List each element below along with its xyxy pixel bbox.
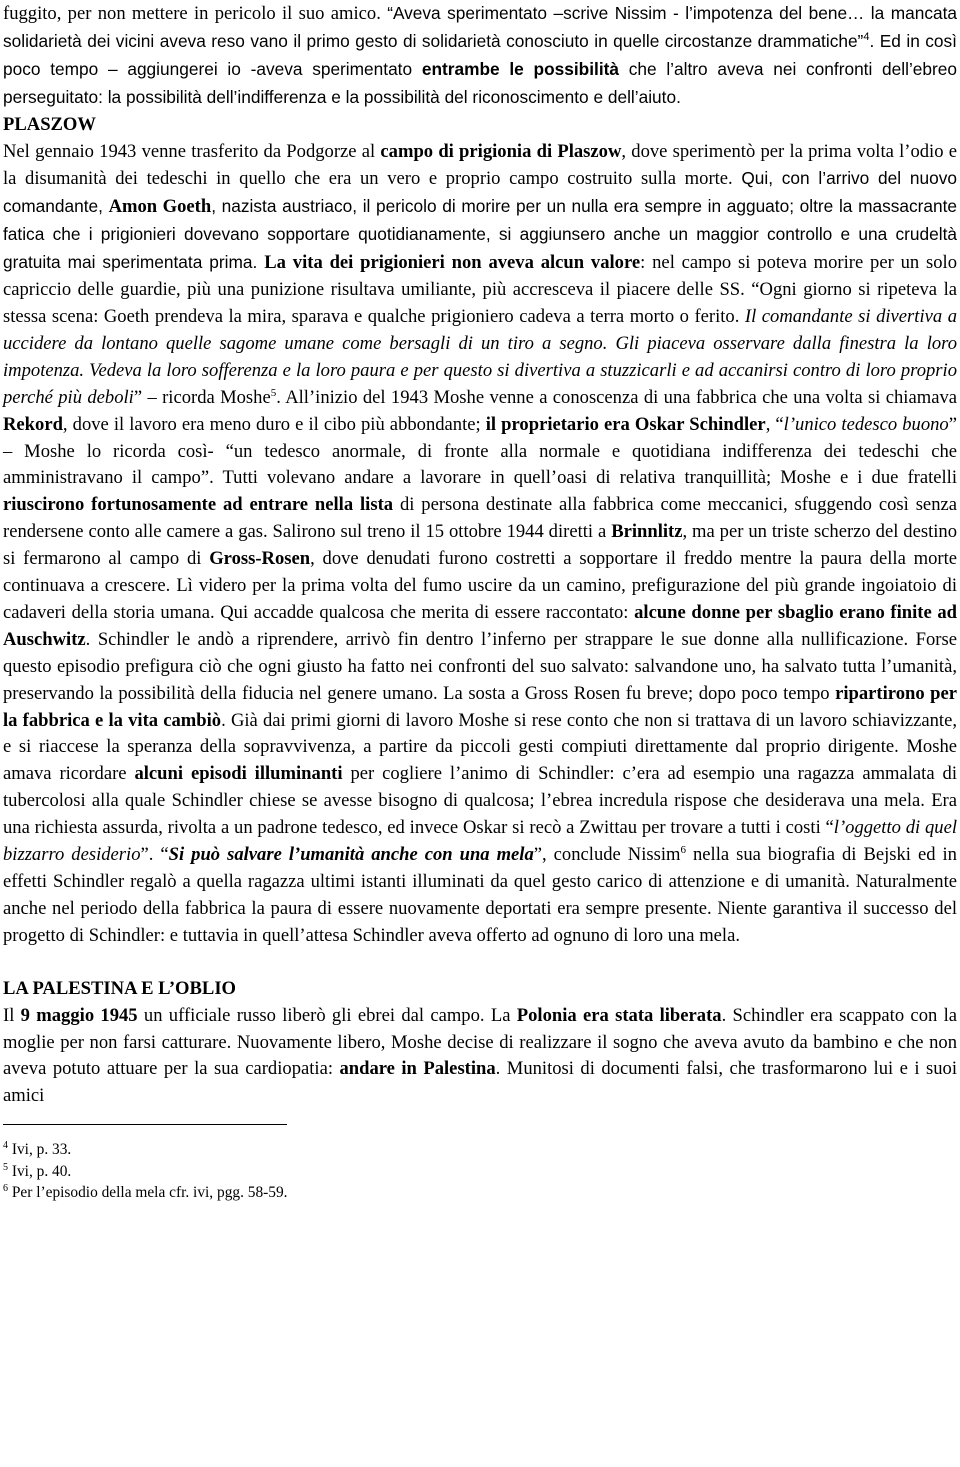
footnote-4 xyxy=(3,1139,957,1161)
bold-text: riuscirono fortunosamente ad entrare nella lista xyxy=(3,494,394,516)
body-text: . Munitosi di documenti falsi, che trasformarono lui e i suoi amici xyxy=(3,1058,957,1107)
body-text: , dove denudati furono costretti a sopportare il freddo mentre la paura della morte continuava a crescere. Lì videro per la prima volta del fumo uscire da un camino, prefigurazione del più grande ingoiatoio di cadaveri della storia umana. Qui accadde qualcosa che merita di essere raccontato: xyxy=(3,548,957,623)
footnote-text: Per l’episodio della mela cfr. ivi, pgg. 58-59. xyxy=(8,1184,288,1202)
intro-text: . Ed in così poco tempo – aggiungerei io -aveva sperimentato xyxy=(3,30,957,79)
body-text: ” – ricorda Moshe xyxy=(133,386,271,408)
bold-text: 9 maggio 1945 xyxy=(20,1004,138,1026)
body-text: per cogliere l’animo di Schindler: c’era ad esempio una ragazza ammalata di tubercolosi alla quale Schindler chiese se avesse bisogno di qualcosa; l’ebrea incredula rispose che desiderava una mela. Era una richiesta assurda, rivolta a un padrone tedesco, ed invece Oskar si recò a Zwittau per trovare a tutti i costi “ xyxy=(3,763,957,839)
intro-paragraph xyxy=(3,0,957,112)
bold-text: Gross-Rosen xyxy=(209,548,311,570)
footnote-number: 5 xyxy=(3,1161,8,1173)
body-text: Nel gennaio 1943 venne trasferito da Podgorze al xyxy=(3,140,381,162)
nissim-quote: “Aveva sperimentato –scrive Nissim - l’impotenza del bene… la mancata solidarietà dei vicini aveva reso vano il primo gesto di solidarietà conosciuto in quelle circostanze drammatiche” xyxy=(3,3,958,51)
body-text: nella sua biografia di Bejski ed in effetti Schindler regalò a quella ragazza ultimi istanti illuminati da quel gesto carico di attenzione e di umanità. Naturalmente anche nel periodo della fabbrica la paura di essere nuovamente deportati era sempre presente. Niente garantiva il successo del progetto di Schindler: e tuttavia in quell’attesa Schindler aveva offerto ad ognuno di loro una mela. xyxy=(3,844,957,946)
body-text: . Schindler era scappato con la moglie per non farsi catturare. Nuovamente libero, Moshe decise di realizzare il sogno che aveva avuto da bambino e che non aveva potuto attuare per la sua cardiopatia: xyxy=(3,1004,958,1080)
document-page xyxy=(3,0,957,1204)
palestina-paragraph xyxy=(3,1003,957,1111)
footnote-5 xyxy=(3,1161,957,1183)
plaszow-paragraph xyxy=(3,139,957,950)
bold-text: Polonia era stata liberata xyxy=(516,1004,722,1026)
body-text: un ufficiale russo liberò gli ebrei dal campo. La xyxy=(137,1004,517,1026)
body-text: ” – Moshe lo ricorda così- “un tedesco anormale, di fronte alla normale e quotidiana indifferenza dei tedeschi che amministravano il campo”. Tutti volevano andare a lavorare in quell’oasi di relativa tranquillità; Moshe e i due fratelli xyxy=(3,413,957,489)
footnote-ref-4: 4 xyxy=(863,31,870,44)
body-text: Qui, con l’arrivo del nuovo comandante, xyxy=(3,168,957,217)
body-text: , ma per un triste scherzo del destino si fermarono al campo di xyxy=(3,521,957,570)
heading-plaszow: PLASZOW xyxy=(3,113,96,135)
bold-text: La vita dei prigionieri non aveva alcun valore xyxy=(264,252,641,274)
bold-text: Amon Goeth xyxy=(108,196,212,218)
bold-text: alcune donne per sbaglio erano finite ad Auschwitz xyxy=(3,601,958,650)
body-text: . Schindler le andò a riprendere, arrivò fin dentro l’inferno per strappare le sue donne alla nullificazione. Forse questo episodio prefigura ciò che ogni giusto ha fatto nei confronti del suo salvato: salvandone uno, ha salvato tutta l’umanità, preservando la possibilità della fiducia nel genere umano. La sosta a Gross Rosen fu breve; dopo poco tempo xyxy=(3,628,957,704)
body-text: di persona destinate alla fabbrica come meccanici, sfuggendo così senza rendersene conto alle camere a gas. Salirono sul treno il 15 ottobre 1944 diretti a xyxy=(3,494,957,543)
section-spacer xyxy=(3,950,957,976)
footnote-number: 6 xyxy=(3,1183,8,1195)
bold-text: il proprietario era Oskar Schindler xyxy=(485,413,766,435)
footnote-text: Ivi, p. 40. xyxy=(8,1162,72,1180)
bold-italic-quote: Si può salvare l’umanità anche con una mela xyxy=(168,844,534,866)
body-text: Il xyxy=(3,1004,21,1026)
body-text: ”. “ xyxy=(140,844,169,866)
footnote-ref-6: 6 xyxy=(680,843,686,856)
body-text: : nel campo si poteva morire per un solo capriccio delle guardie, più una punizione risultava umiliante, più accresceva il piacere delle SS. “Ogni giorno si ripeteva la stessa scena: Goeth prendeva la mira, sparava e qualche prigioniero cadeva a terra morto o ferito. xyxy=(3,252,957,327)
body-text: , dove sperimentò per la prima volta l’odio e la disumanità dei tedeschi in quello che era un vero e proprio campo costruito sulla morte. xyxy=(3,140,957,190)
footnote-separator xyxy=(3,1124,287,1125)
body-text: , dove il lavoro era meno duro e il cibo più abbondante; xyxy=(62,413,486,435)
heading-palestina: LA PALESTINA E L’OBLIO xyxy=(3,977,237,999)
bold-text: andare in Palestina xyxy=(339,1058,496,1080)
intro-text: che l’altro aveva nei confronti dell’ebreo perseguitato: la possibilità dell’indifferenza e la possibilità del riconoscimento e dell’aiuto. xyxy=(3,58,957,107)
italic-quote: Il comandante si divertiva a uccidere da lontano quelle sagome umane come bersagli di un tiro a segno. Gli piaceva osservare dalla finestra la loro impotenza. Vedeva la loro sofferenza e la loro paura e per questo si divertiva a stuzzicarli e ad accanirsi contro di loro proprio perché più deboli xyxy=(3,305,957,408)
body-text: . All’inizio del 1943 Moshe venne a conoscenza di una fabbrica che una volta si chiamava xyxy=(276,386,957,408)
italic-quote: l’unico tedesco buono xyxy=(783,413,949,435)
bold-text: Rekord xyxy=(3,413,63,435)
body-text: , “ xyxy=(765,413,784,435)
body-text: . Già dai primi giorni di lavoro Moshe si rese conto che non si trattava di un lavoro schiavizzante, e si riaccese la speranza della sopravvivenza, a partire da piccoli gesti compiuti direttamente dal proprio dirigente. Moshe amava ricordare xyxy=(3,709,957,785)
intro-bold: entrambe le possibilità xyxy=(421,58,619,79)
footnote-ref-5: 5 xyxy=(270,386,277,399)
footnote-6 xyxy=(3,1182,957,1204)
italic-quote: l’oggetto di quel bizzarro desiderio xyxy=(3,817,958,866)
footnote-text: Ivi, p. 33. xyxy=(8,1141,72,1159)
body-text: ”, conclude Nissim xyxy=(533,844,681,866)
intro-text: fuggito, per non mettere in pericolo il suo amico. xyxy=(3,3,388,24)
footnote-number: 4 xyxy=(3,1140,8,1152)
bold-text: campo di prigionia di Plaszow xyxy=(380,140,622,162)
bold-text: Brinnlitz xyxy=(611,521,683,543)
sans-passage: , nazista austriaco, il pericolo di morire per un nulla era sempre in agguato; oltre la massacrante fatica che i prigionieri dovevano sopportare quotidianamente, si aggiunsero anche un maggior controllo e una crudeltà gratuita mai sperimentata prima. xyxy=(3,196,958,273)
bold-text: alcuni episodi illuminanti xyxy=(134,763,343,785)
bold-text: ripartirono per la fabbrica e la vita cambiò xyxy=(3,682,957,731)
